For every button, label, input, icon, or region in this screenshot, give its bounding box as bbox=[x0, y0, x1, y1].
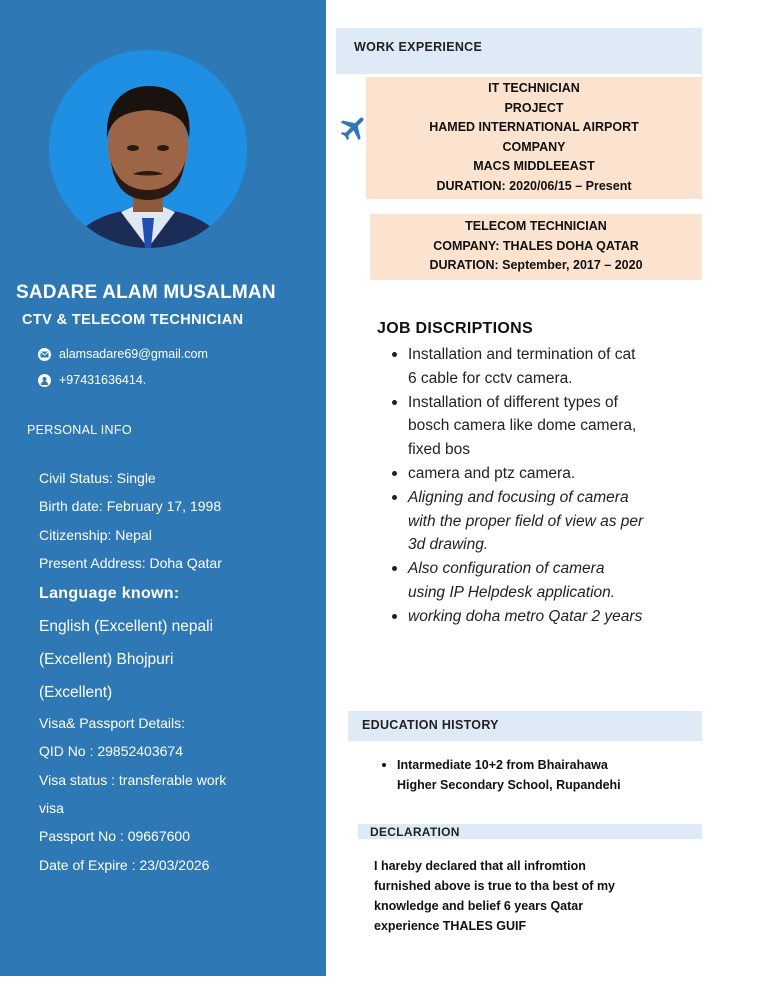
language-line: (Excellent) bbox=[39, 684, 113, 701]
list-item: working doha metro Qatar 2 years bbox=[384, 605, 644, 629]
job-descriptions-list bbox=[384, 343, 644, 629]
visa-heading: Visa& Passport Details: bbox=[39, 715, 186, 731]
job-line: DURATION: September, 2017 – 2020 bbox=[429, 258, 643, 272]
job-line: COMPANY: THALES DOHA QATAR bbox=[433, 238, 639, 253]
education-list bbox=[380, 755, 640, 795]
profile-photo bbox=[49, 50, 247, 248]
job-line: MACS MIDDLEEAST bbox=[473, 159, 595, 173]
job-line: COMPANY bbox=[502, 139, 566, 154]
job-card bbox=[366, 77, 702, 199]
candidate-role: CTV & TELECOM TECHNICIAN bbox=[22, 312, 244, 328]
job-line: IT TECHNICIAN bbox=[488, 81, 580, 95]
phone-contact[interactable] bbox=[38, 373, 146, 387]
list-item: Intarmediate 10+2 from Bhairahawa Higher Secondary School, Rupandehi bbox=[380, 755, 640, 795]
language-line: English (Excellent) nepali bbox=[39, 618, 214, 635]
passport-expiry: Date of Expire : 23/03/2026 bbox=[39, 857, 210, 873]
job-line: PROJECT bbox=[504, 100, 564, 115]
citizenship: Citizenship: Nepal bbox=[39, 527, 152, 543]
visa-status-cont: visa bbox=[39, 800, 64, 816]
declaration-text: I hareby declared that all infromtion furnished above is true to tha best of my knowledge and belief 6 years Qatar experience THALES GUIF bbox=[374, 859, 616, 933]
work-experience-heading bbox=[336, 28, 702, 74]
list-item: Installation of different types of bosch camera like dome camera, fixed bos bbox=[384, 391, 644, 462]
avatar bbox=[49, 50, 247, 248]
job-line: DURATION: 2020/06/15 – Present bbox=[436, 178, 632, 193]
passport-number: Passport No : 09667600 bbox=[39, 828, 190, 844]
job-descriptions-heading: JOB DISCRIPTIONS bbox=[377, 320, 533, 337]
list-item: Installation and termination of cat 6 cable for cctv camera. bbox=[384, 343, 644, 391]
qid-number: QID No : 29852403674 bbox=[39, 743, 183, 759]
education-heading bbox=[348, 711, 702, 741]
list-item: Also configuration of camera using IP Helpdesk application. bbox=[384, 557, 644, 605]
mail-icon bbox=[38, 348, 51, 361]
visa-status: Visa status : transferable work bbox=[39, 772, 227, 788]
email-text[interactable]: alamsadare69@gmail.com bbox=[59, 347, 208, 361]
person-icon bbox=[38, 374, 51, 387]
job-line: TELECOM TECHNICIAN bbox=[465, 219, 607, 233]
sidebar bbox=[0, 0, 326, 976]
language-heading: Language known: bbox=[39, 585, 180, 602]
declaration-heading bbox=[358, 824, 702, 839]
civil-status: Civil Status: Single bbox=[39, 470, 156, 486]
job-card bbox=[370, 214, 702, 280]
present-address: Present Address: Doha Qatar bbox=[39, 555, 222, 571]
list-item: Aligning and focusing of camera with the proper field of view as per 3d drawing. bbox=[384, 486, 644, 557]
list-item: camera and ptz camera. bbox=[384, 462, 644, 486]
email-contact[interactable] bbox=[38, 347, 208, 361]
birth-date: Birth date: February 17, 1998 bbox=[39, 498, 222, 514]
declaration-title: DECLARATION bbox=[370, 825, 460, 839]
personal-info-heading: PERSONAL INFO bbox=[27, 423, 132, 437]
job-line: HAMED INTERNATIONAL AIRPORT bbox=[429, 120, 639, 134]
candidate-name: SADARE ALAM MUSALMAN bbox=[16, 282, 276, 303]
work-experience-title: WORK EXPERIENCE bbox=[354, 40, 483, 54]
phone-text[interactable]: +97431636414. bbox=[59, 373, 147, 387]
language-line: (Excellent) Bhojpuri bbox=[39, 651, 174, 668]
education-title: EDUCATION HISTORY bbox=[362, 718, 499, 732]
